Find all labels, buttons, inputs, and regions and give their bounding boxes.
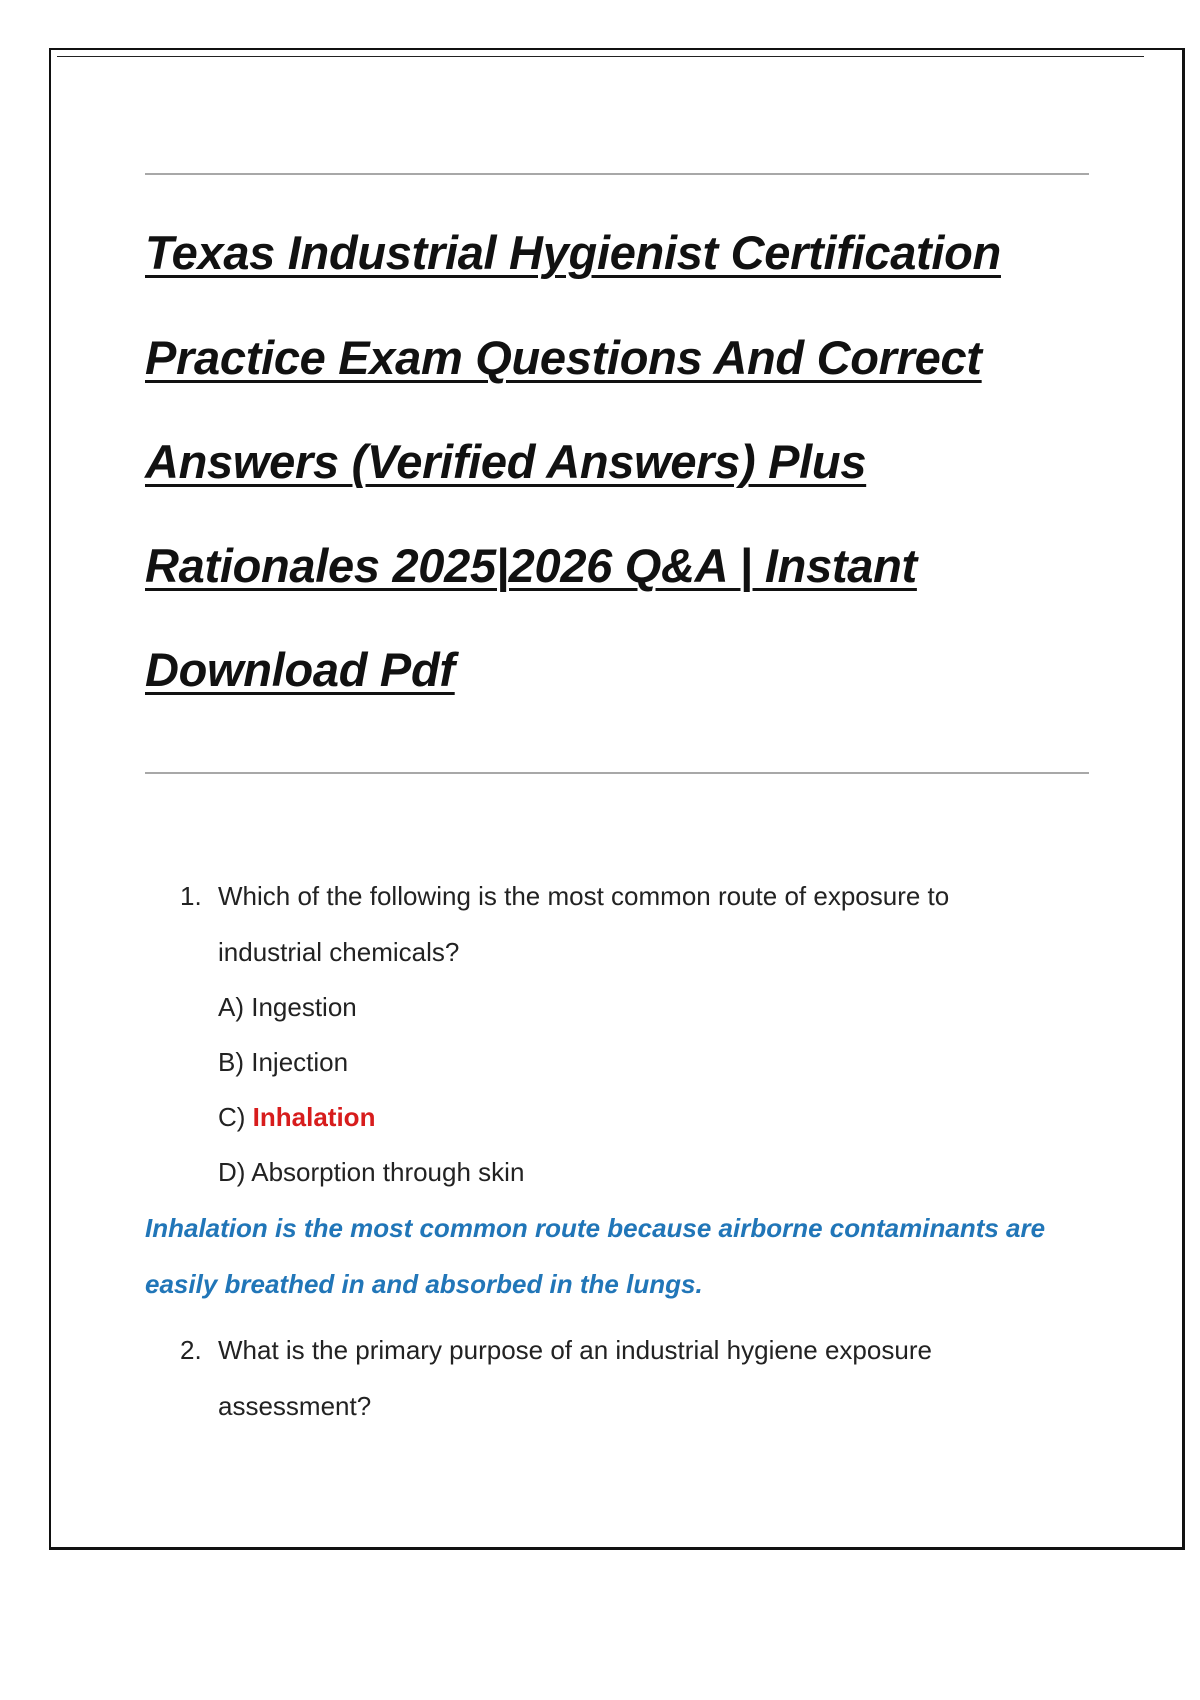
option-b	[145, 1035, 1095, 1090]
rationale-line-1: Inhalation is the most common route because airborne contaminants are	[145, 1213, 1046, 1243]
option-c	[145, 1090, 1095, 1145]
option-text: Absorption through skin	[251, 1157, 525, 1187]
question-number: 1.	[180, 881, 202, 911]
document-title	[145, 210, 1095, 722]
option-prefix: C)	[218, 1102, 246, 1132]
title-line-1: Texas Industrial Hygienist Certification	[145, 226, 1001, 279]
option-a	[145, 980, 1095, 1035]
title-bottom-divider	[145, 772, 1089, 774]
option-prefix: D)	[218, 1157, 246, 1187]
option-text: Ingestion	[251, 992, 357, 1022]
option-text: Injection	[251, 1047, 349, 1077]
rationale	[145, 1200, 1095, 1312]
question-text: What is the primary purpose of an industrial hygiene exposure	[218, 1335, 932, 1365]
correct-answer-text: Inhalation	[252, 1102, 376, 1132]
question-number: 2.	[180, 1335, 202, 1365]
question-text: assessment?	[218, 1391, 372, 1421]
rationale-line-2: easily breathed in and absorbed in the lungs.	[145, 1269, 703, 1299]
title-top-divider	[145, 173, 1089, 175]
title-line-5: Download Pdf	[145, 643, 455, 696]
frame-top-rule	[57, 56, 1144, 57]
title-line-3: Answers (Verified Answers) Plus	[145, 435, 867, 488]
question-text: industrial chemicals?	[218, 937, 460, 967]
option-prefix: A)	[218, 992, 244, 1022]
question-1-line-2	[145, 924, 1095, 980]
title-line-2: Practice Exam Questions And Correct	[145, 331, 982, 384]
option-d	[145, 1145, 1095, 1200]
question-2-line-2	[145, 1378, 1095, 1434]
title-line-4: Rationales 2025|2026 Q&A | Instant	[145, 539, 917, 592]
option-prefix: B)	[218, 1047, 244, 1077]
question-1	[145, 868, 1095, 1434]
question-text: Which of the following is the most common route of exposure to	[218, 881, 950, 911]
question-1-line-1	[145, 868, 1095, 924]
question-2-line-1	[145, 1322, 1095, 1378]
